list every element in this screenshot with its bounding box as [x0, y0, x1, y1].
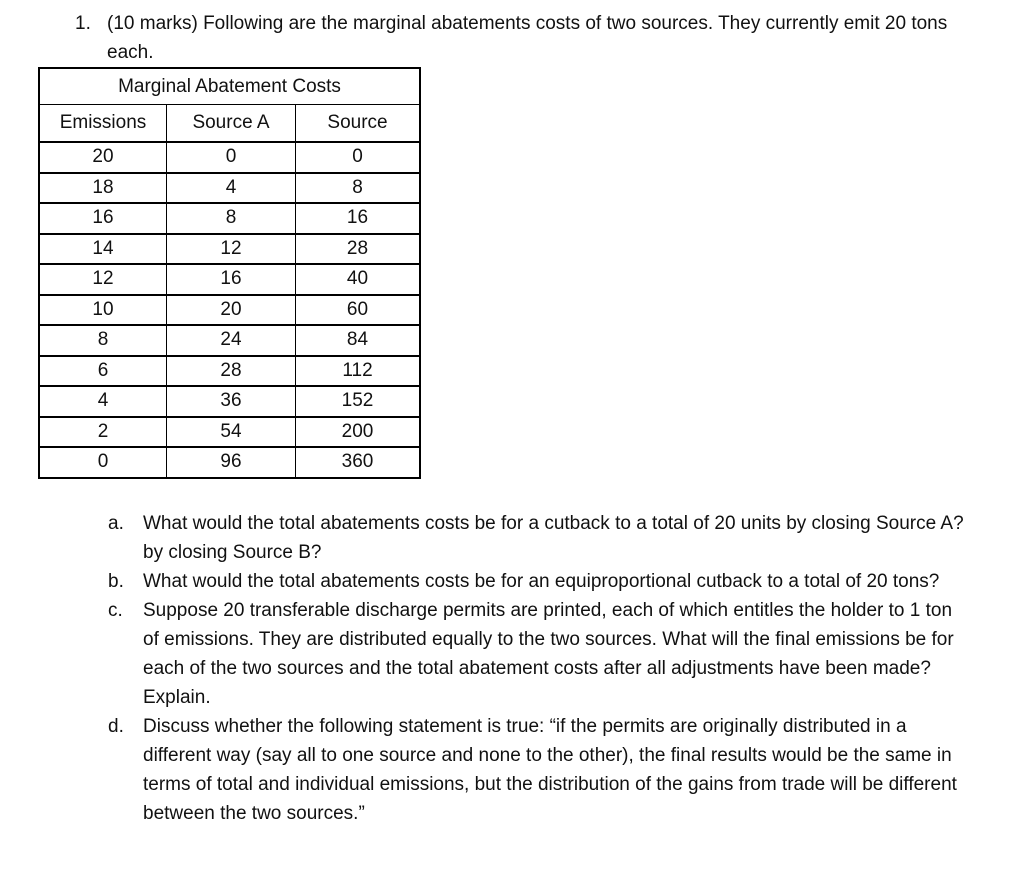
cell-source-a: 16: [167, 264, 296, 295]
cell-emissions: 20: [40, 142, 167, 173]
sub-question-label: c.: [108, 600, 123, 621]
cell-emissions: 8: [40, 325, 167, 356]
table-row: [40, 173, 419, 204]
question-1: [75, 10, 975, 67]
cell-source-a: 24: [167, 325, 296, 356]
sub-question-c: [108, 596, 968, 712]
table-row: [40, 234, 419, 265]
cell-emissions: 2: [40, 417, 167, 448]
cell-source-a: 12: [167, 234, 296, 265]
sub-question-b: [108, 567, 968, 596]
cell-source-b: 40: [296, 264, 419, 295]
cell-source-a: 4: [167, 173, 296, 204]
table-row: [40, 356, 419, 387]
cell-source-a: 8: [167, 203, 296, 234]
table-row: [40, 295, 419, 326]
cell-source-a: 28: [167, 356, 296, 387]
cell-source-a: 54: [167, 417, 296, 448]
table-title: Marginal Abatement Costs: [40, 69, 419, 105]
table-row: [40, 447, 419, 477]
table-row: [40, 203, 419, 234]
cell-source-b: 60: [296, 295, 419, 326]
sub-question-label: b.: [108, 571, 124, 592]
cell-emissions: 4: [40, 386, 167, 417]
question-text: (10 marks) Following are the marginal abatements costs of two sources. They currently emit 20 tons each.: [107, 13, 948, 63]
cell-source-b: 84: [296, 325, 419, 356]
cell-source-b: 112: [296, 356, 419, 387]
table-row: [40, 325, 419, 356]
sub-question-text: What would the total abatements costs be for an equiproportional cutback to a total of 20 tons?: [143, 571, 940, 592]
cell-source-a: 96: [167, 447, 296, 477]
cell-emissions: 14: [40, 234, 167, 265]
cell-emissions: 6: [40, 356, 167, 387]
cell-emissions: 12: [40, 264, 167, 295]
cell-source-b: 200: [296, 417, 419, 448]
table-row: [40, 264, 419, 295]
cell-emissions: 16: [40, 203, 167, 234]
sub-question-a: [108, 509, 968, 567]
cell-source-a: 20: [167, 295, 296, 326]
table-row: [40, 142, 419, 173]
header-emissions: Emissions: [40, 105, 167, 142]
cell-source-a: 36: [167, 386, 296, 417]
sub-question-text: Discuss whether the following statement is true: “if the permits are originally distributed in a different way (say all to one source and none to the other), the final results would be the same in terms of total and individual emissions, but the distribution of the gains from trade will be different between the two sources.”: [143, 716, 957, 824]
cell-source-b: 16: [296, 203, 419, 234]
sub-question-d: [108, 712, 968, 828]
sub-question-label: d.: [108, 716, 124, 737]
header-source-a: Source A: [167, 105, 296, 142]
cell-source-b: 8: [296, 173, 419, 204]
header-source-b: Source: [296, 105, 419, 142]
sub-questions: [108, 509, 968, 828]
cell-emissions: 0: [40, 447, 167, 477]
cell-source-b: 360: [296, 447, 419, 477]
cell-emissions: 10: [40, 295, 167, 326]
cell-emissions: 18: [40, 173, 167, 204]
cell-source-b: 152: [296, 386, 419, 417]
sub-question-label: a.: [108, 513, 124, 534]
question-number: 1.: [75, 13, 91, 34]
cell-source-b: 0: [296, 142, 419, 173]
cell-source-a: 0: [167, 142, 296, 173]
cell-source-b: 28: [296, 234, 419, 265]
sub-question-text: What would the total abatements costs be for a cutback to a total of 20 units by closing Source A? by closing Source B?: [143, 513, 964, 563]
sub-question-text: Suppose 20 transferable discharge permits are printed, each of which entitles the holder to 1 ton of emissions. They are distributed equally to the two sources. What will the final emissions be for each of the two sources and the total abatement costs after all adjustments have been made? Explain.: [143, 600, 954, 708]
table-row: [40, 386, 419, 417]
marginal-abatement-costs-table: [38, 67, 421, 479]
table-row: [40, 417, 419, 448]
